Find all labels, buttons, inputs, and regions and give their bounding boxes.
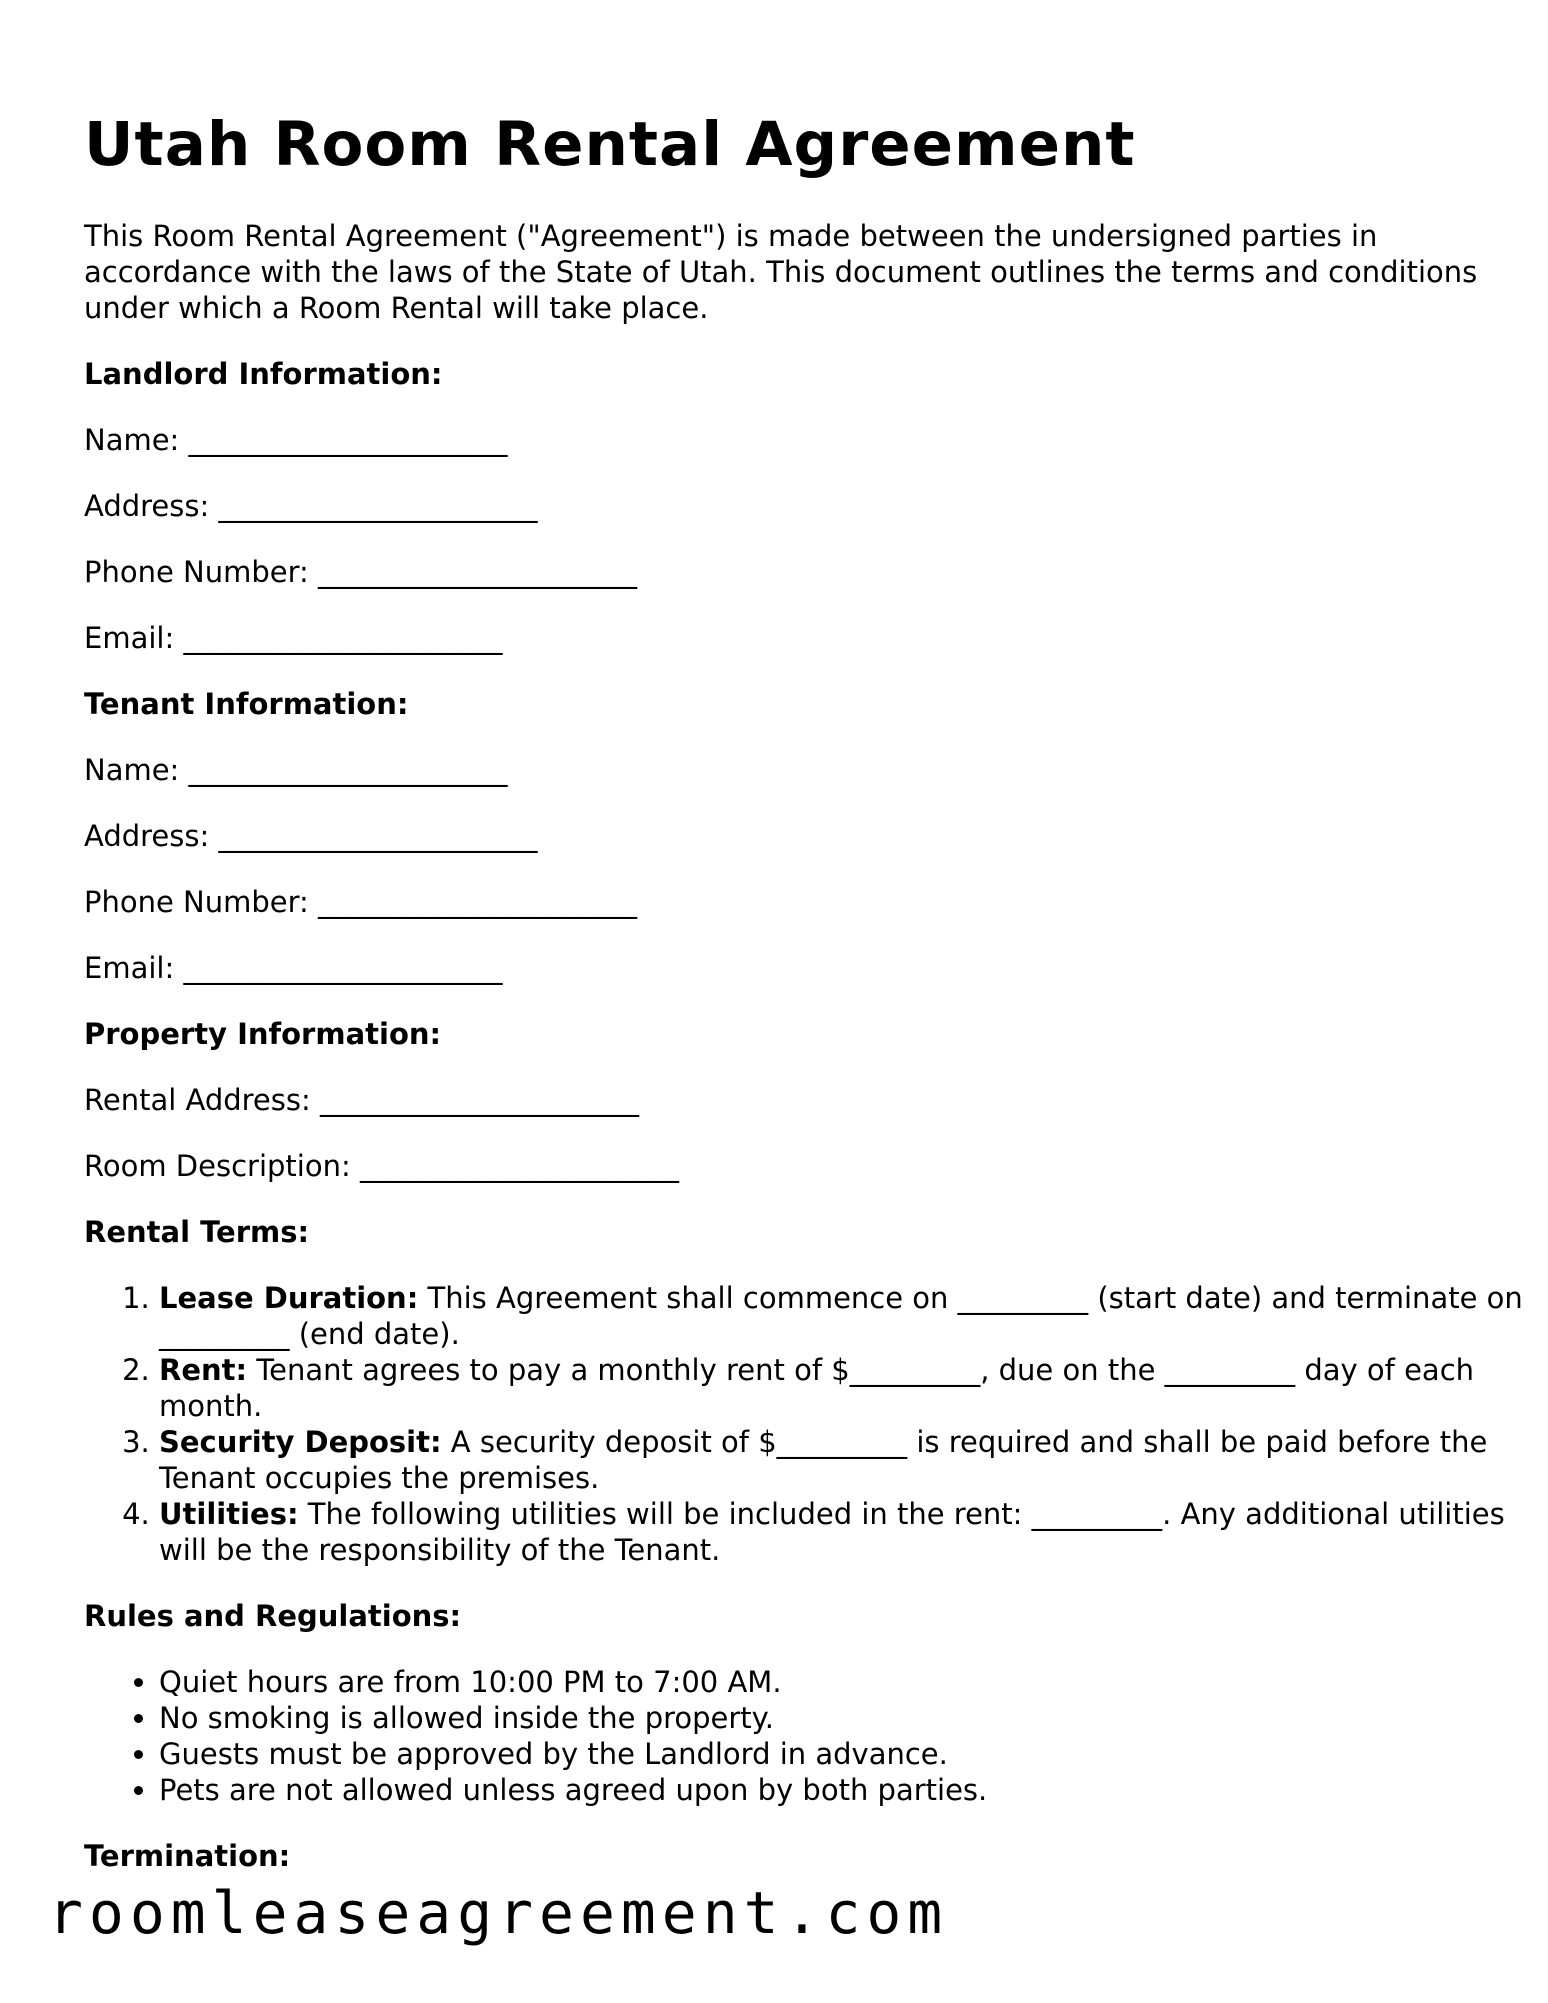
- tenant-email-field: Email: ______________________: [84, 951, 503, 985]
- term-text: A security deposit of $_________ is required and shall be paid before the Tenant occupies the premises.: [159, 1425, 1488, 1495]
- term-rent: [159, 1352, 1524, 1424]
- rental-terms-list: [84, 1280, 1524, 1568]
- landlord-address-field: Address: ______________________: [84, 489, 538, 523]
- watermark-text: roomleaseagreement.com: [48, 1879, 949, 1947]
- term-utilities: [159, 1496, 1524, 1568]
- tenant-name-field: Name: ______________________: [84, 753, 508, 787]
- property-heading: Property Information:: [84, 1017, 442, 1051]
- landlord-phone-field: Phone Number: ______________________: [84, 555, 638, 589]
- term-text: This Agreement shall commence on _________ (start date) and terminate on _________ (end date).: [159, 1281, 1523, 1351]
- intro-paragraph: This Room Rental Agreement ("Agreement") is made between the undersigned parties in accordance with the laws of the State of Utah. This document outlines the terms and conditions under which a Room Rental will take place.: [84, 219, 1478, 325]
- document-page: [84, 100, 1523, 1874]
- landlord-name-field: Name: ______________________: [84, 423, 508, 457]
- rule-item: • No smoking is allowed inside the property.: [159, 1700, 1484, 1736]
- rules-list: [84, 1664, 1484, 1808]
- landlord-heading: Landlord Information:: [84, 357, 443, 391]
- tenant-heading: Tenant Information:: [84, 687, 409, 721]
- term-label: Rent:: [159, 1353, 248, 1387]
- termination-heading: Termination:: [84, 1839, 291, 1873]
- term-label: Utilities:: [159, 1497, 299, 1531]
- rental-address-field: Rental Address: ______________________: [84, 1083, 639, 1117]
- landlord-email-field: Email: ______________________: [84, 621, 503, 655]
- rule-item: • Guests must be approved by the Landlord in advance.: [159, 1736, 1484, 1772]
- room-description-field: Room Description: ______________________: [84, 1149, 679, 1183]
- document-title: Utah Room Rental Agreement: [84, 109, 1136, 180]
- rules-heading: Rules and Regulations:: [84, 1599, 462, 1633]
- term-label: Security Deposit:: [159, 1425, 442, 1459]
- term-text: The following utilities will be included in the rent: _________. Any additional utilities will be the responsibility of the Tenant.: [159, 1497, 1505, 1567]
- rental-terms-heading: Rental Terms:: [84, 1215, 310, 1249]
- tenant-phone-field: Phone Number: ______________________: [84, 885, 638, 919]
- tenant-address-field: Address: ______________________: [84, 819, 538, 853]
- rule-item: • Quiet hours are from 10:00 PM to 7:00 AM.: [159, 1664, 1484, 1700]
- term-text: Tenant agrees to pay a monthly rent of $_________, due on the _________ day of each month.: [159, 1353, 1475, 1423]
- term-security-deposit: [159, 1424, 1524, 1496]
- term-lease-duration: [159, 1280, 1524, 1352]
- term-label: Lease Duration:: [159, 1281, 419, 1315]
- rule-item: • Pets are not allowed unless agreed upon by both parties.: [159, 1772, 1484, 1808]
